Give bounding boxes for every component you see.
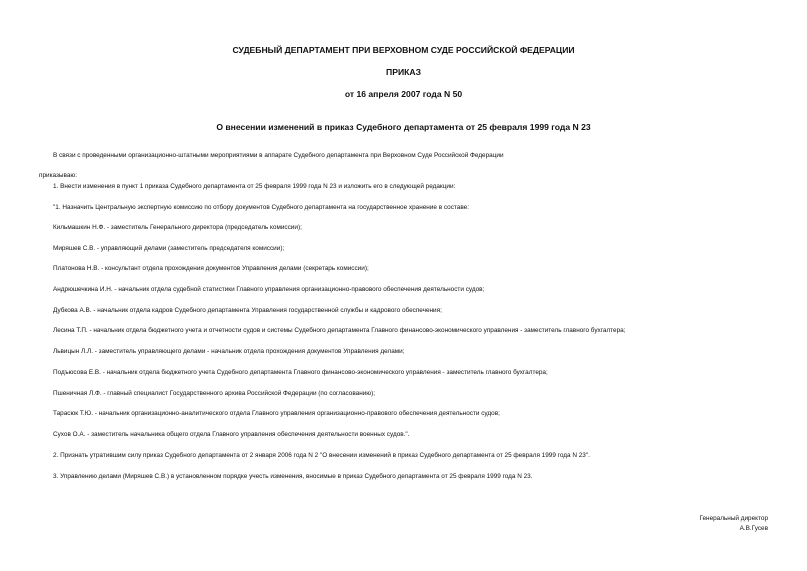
commission-member: Тарасюк Т.Ю. - начальник организационно-аналитического отдела Главного управления организационно-правового обеспечения деятельности судов; <box>53 410 500 417</box>
commission-member: Кильмашкин Н.Ф. - заместитель Генерального директора (председатель комиссии); <box>53 224 302 231</box>
commission-intro-paragraph: "1. Назначить Центральную экспертную комиссию по отбору документов Судебного департамента на государственное хранение в составе: <box>53 204 469 211</box>
commission-member: Андрюшечкина И.Н. - начальник отдела судебной статистики Главного управления организационно-правового обеспечения деятельности судов; <box>53 286 485 293</box>
commission-member: Пшеничная Л.Ф. - главный специалист Государственного архива Российской Федерации (по согласованию); <box>53 390 375 397</box>
signature-title: Генеральный директор <box>699 515 768 522</box>
commission-member: Лесина Т.П. - начальник отдела бюджетного учета и отчетности судов и системы Судебного департамента Главного финансово-экономического управления - заместитель главного бухгалтера; <box>53 327 626 334</box>
intro-paragraph: В связи с проведенными организационно-штатными мероприятиями в аппарате Судебного департамента при Верховном Суде Российской Федерации <box>53 152 504 159</box>
subject-heading: О внесении изменений в приказ Судебного департамента от 25 февраля 1999 года N 23 <box>216 122 591 132</box>
commission-member: Подъюсова Е.В. - начальник отдела бюджетного учета Судебного департамента Главного финансово-экономического управления - заместитель главного бухгалтера; <box>53 369 548 376</box>
commission-member: Сухов О.А. - заместитель начальника общего отдела Главного управления обеспечения деятельности военных судов.". <box>53 431 410 438</box>
order-word: приказываю: <box>39 172 77 179</box>
commission-member: Львицын Л.Л. - заместитель управляющего делами - начальник отдела прохождения документов Управления делами; <box>53 348 405 355</box>
commission-member: Дубкова А.В. - начальник отдела кадров Судебного департамента Управления государственной службы и кадрового обеспечения; <box>53 307 442 314</box>
signature-name: А.В.Гусев <box>739 525 768 532</box>
date-number-heading: от 16 апреля 2007 года N 50 <box>344 89 463 99</box>
item-2-paragraph: 2. Признать утратившим силу приказ Судебного департамента от 2 января 2006 года N 2 "О внесении изменений в приказ Судебного департамента от 25 февраля 1999 года N 23". <box>53 452 590 459</box>
document-type-heading: ПРИКАЗ <box>386 67 421 77</box>
item-3-paragraph: 3. Управлению делами (Миряшев С.В.) в установленном порядке учесть изменения, вносимые в приказ Судебного департамента от 25 февраля 1999 года N 23. <box>53 473 533 480</box>
item-1-paragraph: 1. Внести изменения в пункт 1 приказа Судебного департамента от 25 февраля 1999 года N 23 и изложить его в следующей редакции: <box>53 183 456 190</box>
organization-heading: СУДЕБНЫЙ ДЕПАРТАМЕНТ ПРИ ВЕРХОВНОМ СУДЕ РОССИЙСКОЙ ФЕДЕРАЦИИ <box>232 45 575 55</box>
commission-member: Платонова Н.В. - консультант отдела прохождения документов Управления делами (секретарь комиссии); <box>53 265 369 272</box>
commission-member: Миряшев С.В. - управляющий делами (заместитель председателя комиссии); <box>53 245 285 252</box>
